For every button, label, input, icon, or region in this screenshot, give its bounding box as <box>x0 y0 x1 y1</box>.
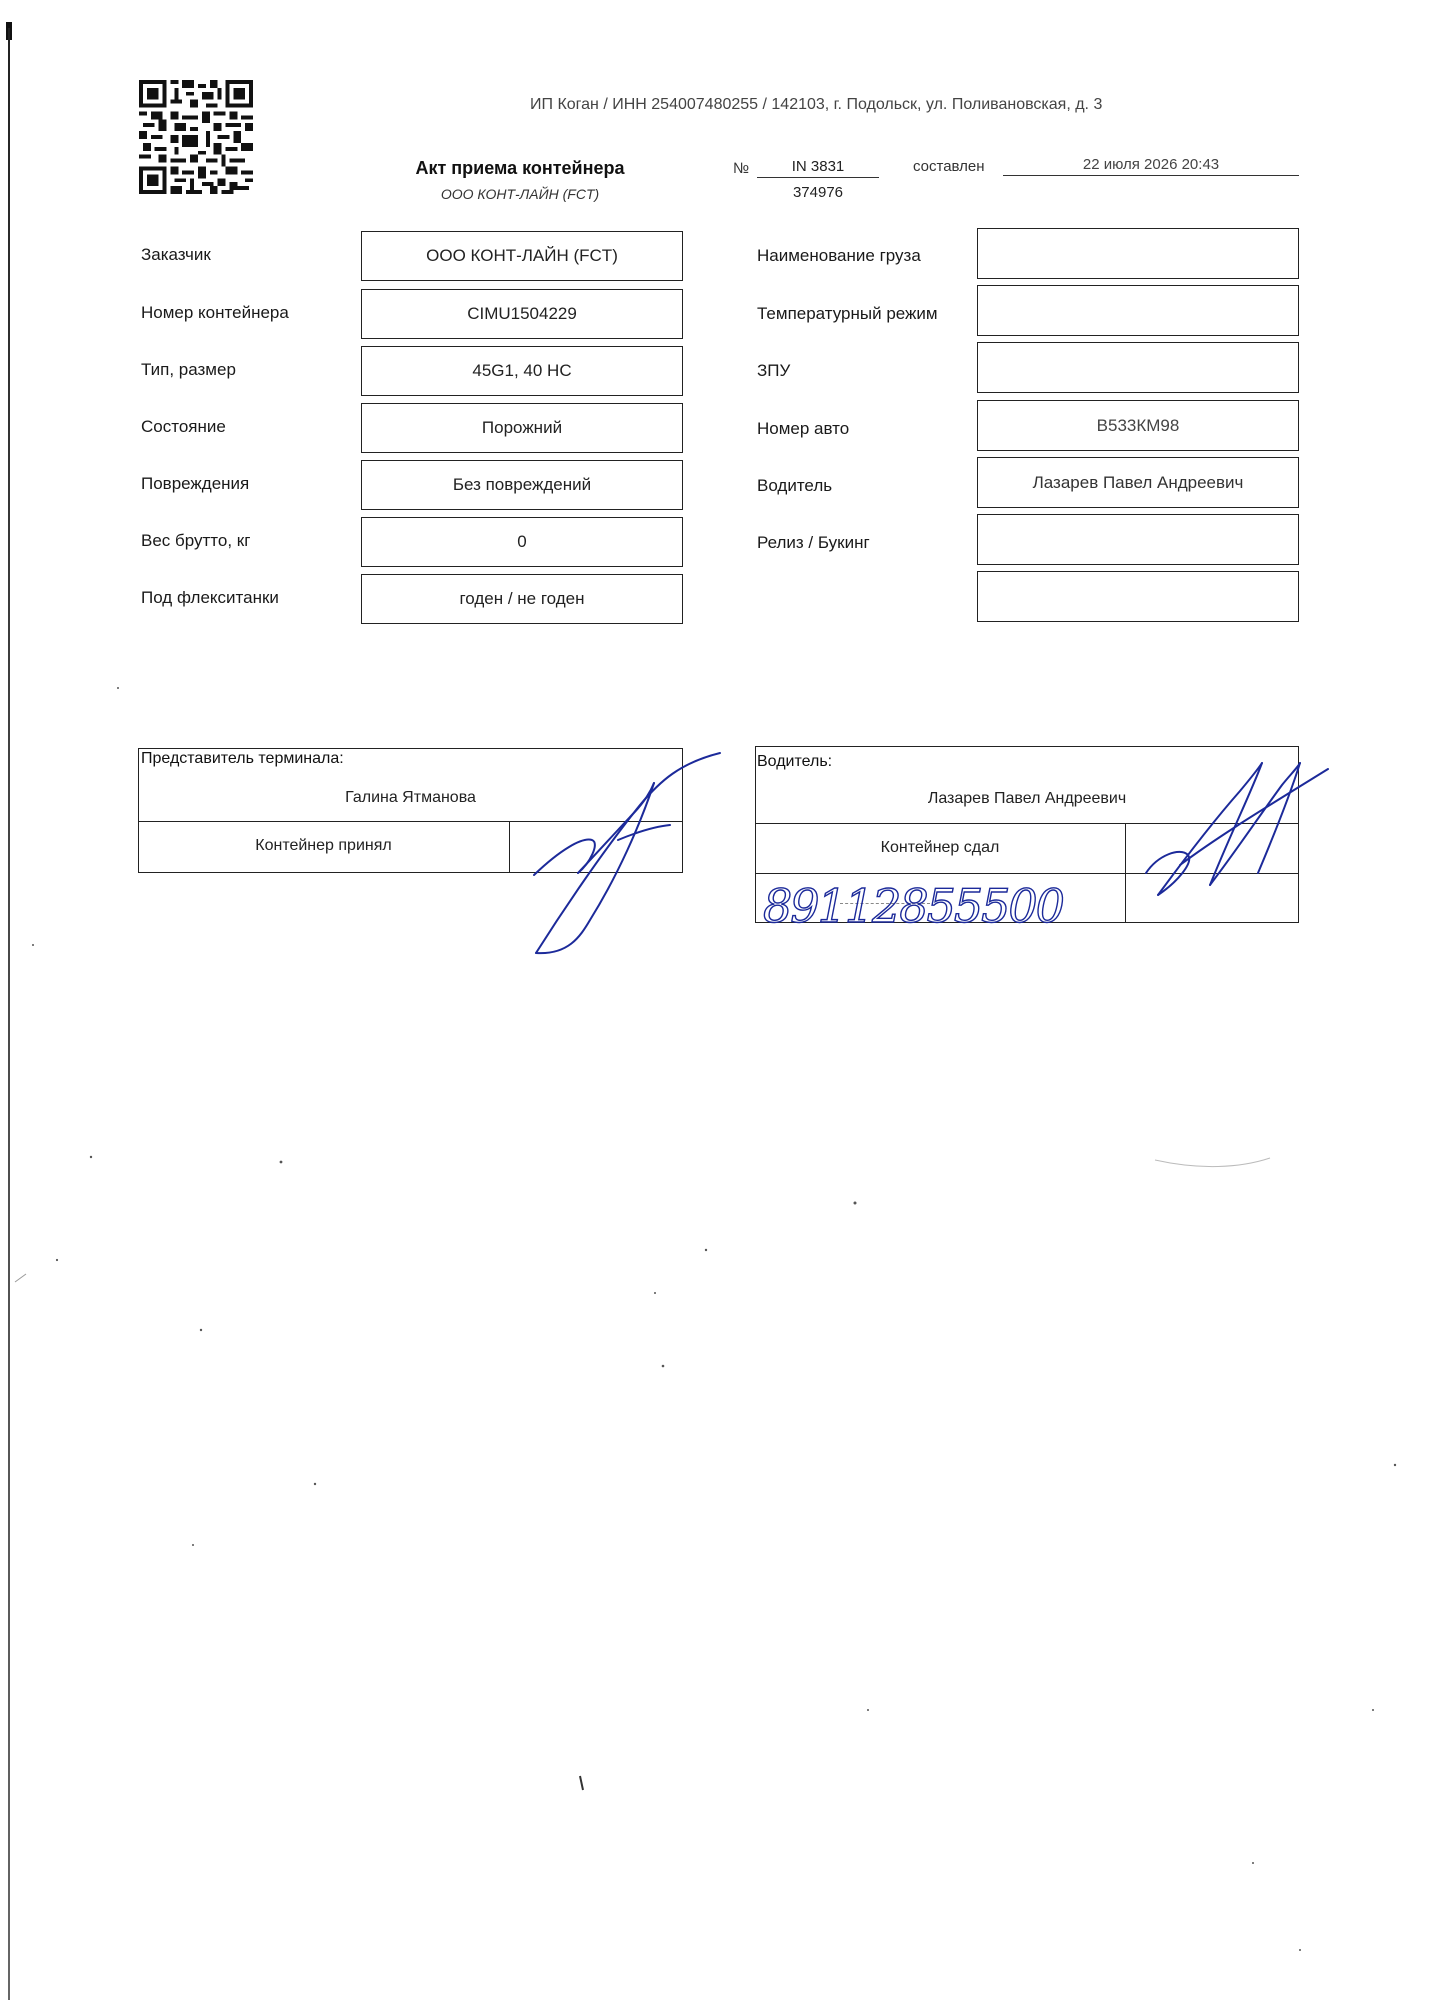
field-label-flexitank: Под флекситанки <box>141 588 279 607</box>
driver-name: Лазарев Павел Андреевич <box>927 790 1127 807</box>
field-value: В533КМ98 <box>1096 415 1180 435</box>
field-value: годен / не годен <box>459 589 585 608</box>
document-subtitle: ООО КОНТ-ЛАЙН (FCT) <box>440 186 600 202</box>
field-label-gross-weight: Вес брутто, кг <box>141 531 251 550</box>
field-label-condition: Состояние <box>141 417 226 436</box>
document-title: Акт приема контейнера <box>415 158 625 178</box>
driver-caption: Водитель: <box>757 753 833 770</box>
document-number-sub: 374976 <box>792 184 844 201</box>
date-label: составлен <box>913 158 985 175</box>
document-date: 22 июля 2026 20:43 <box>1003 156 1299 176</box>
driver-action: Контейнер сдал <box>880 839 1000 856</box>
field-label-customer: Заказчик <box>141 245 211 264</box>
field-value: Без повреждений <box>452 475 592 494</box>
organization-line: ИП Коган / ИНН 254007480255 / 142103, г. Подольск, ул. Поливановская, д. 3 <box>530 96 1103 113</box>
terminal-caption: Представитель терминала: <box>141 750 344 767</box>
field-label-temperature: Температурный режим <box>757 304 938 323</box>
field-label-damage: Повреждения <box>141 474 250 493</box>
field-label-seal: ЗПУ <box>757 361 791 380</box>
field-label-driver: Водитель <box>757 476 833 495</box>
field-label-type-size: Тип, размер <box>141 360 236 379</box>
field-label-release-booking: Релиз / Букинг <box>757 533 870 552</box>
field-value: CIMU1504229 <box>467 304 577 323</box>
field-label-container-number: Номер контейнера <box>141 303 289 322</box>
field-value: Порожний <box>481 418 563 437</box>
field-value: 45G1, 40 HC <box>472 361 572 380</box>
field-label-vehicle-number: Номер авто <box>757 419 850 438</box>
handwritten-phone-text: 89112855500 <box>763 879 1063 933</box>
document-number: IN 3831 <box>757 158 879 178</box>
terminal-representative-name: Галина Ятманова <box>345 789 476 806</box>
field-value: Лазарев Павел Андреевич <box>1032 472 1244 492</box>
number-sign: № <box>733 160 750 177</box>
field-value: 0 <box>517 532 527 551</box>
field-value: ООО КОНТ-ЛАЙН (FCT) <box>426 246 618 265</box>
terminal-action: Контейнер принял <box>255 837 392 854</box>
field-label-cargo-name: Наименование груза <box>757 246 921 265</box>
